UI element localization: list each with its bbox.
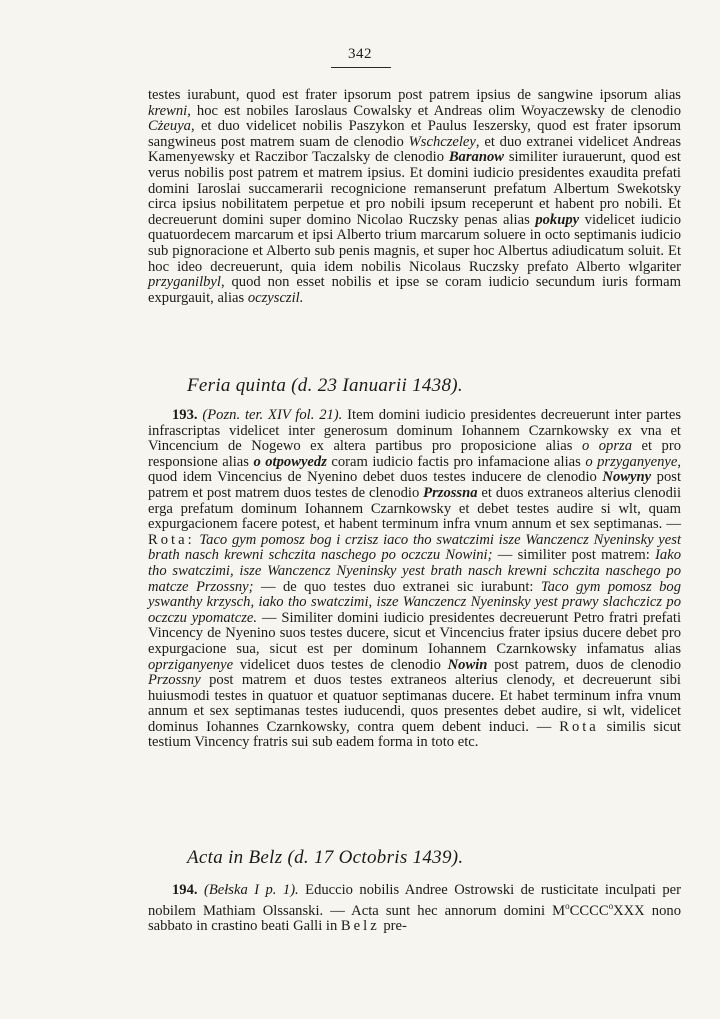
section-heading-feria-quinta: Feria quinta (d. 23 Ianuarii 1438).: [187, 375, 463, 396]
section-heading-acta-in-belz: Acta in Belz (d. 17 Octobris 1439).: [187, 847, 464, 868]
rota-label: Rota:: [148, 531, 195, 548]
rota-label: Rota: [559, 718, 599, 735]
entry-193: 193. (Pozn. ter. XIV fol. 21). Item domini iudicio presidentes decreuerunt inter partes infrascriptas videlicet inter generosum dominum Iohannem Czarnkowsky ex vna et Vincencium de Nogewo ex altera partibus pro proposicione alias o oprza et pro responsione alias o otpowyedz coram iudicio factis pro infamacione alias o przyganyenye, quod idem Vincencius de Nyenino debet duos testes inducere de clenodio Nowyny post patrem et post matrem duos testes de clenodio Przossna et duos extraneos alterius clenodii erga prefatum dominum Iohannem Czarnkowsky et debet testes audire si wlt, quam expurgacionem facere potest, et habent terminum infra vnum annum et sex septimanas. — Rota: Taco gym pomosz bog i crzisz iaco tho swatczimi isze Wanczencz Nyeninsky yest brath nasch krewni schczita naschego po oczczu Nowini; — similiter post matrem: Iako tho swatczimi, isze Wanczencz Nyeninsky yest brath nasch krewni schczita naschego po matcze Przossny; — de quo testes duo extranei sic iurabunt: Taco gym pomosz bog yswanthy krzysch, iako tho swatczimi, isze Wanczencz Nyeninsky yest prawy slachczicz po oczczu ypomatcze. — Similiter domini iudicio presidentes decreuerunt Petro fratri prefati Vincency de Nyenino suos testes ducere, sicut et Vincencius frater ipsius ducere debet pro expurgacione sua, sicut est per dominum Iohannem Czarnkowsky infamatus alias oprziganyenye videlicet duos testes de clenodio Nowin post patrem, duos de clenodio Przossny post matrem et duos testes extraneos alterius clenody, et decreuerunt sibi huiusmodi testes in quatuor et quatuor septimanas ducere. Et habet terminum infra vnum annum et sex septimanas testes iuducendi, quos presentes debet audire, si wlt, videlicet dominus Iohannes Czarnkowsky, contra quem debent induci. — Rota similis sicut testium Vincency fratris sui sub eadem forma in toto etc.: [148, 407, 681, 751]
entry-number: 194.: [172, 882, 198, 898]
paragraph-continuation: testes iurabunt, quod est frater ipsorum post patrem ipsius de sangwine ipsorum alias krewni, hoc est nobiles Iaroslaus Cowalsky et Andreas olim Woyaczewsky de clenodio Cżeuya, et duo videlicet nobilis Paszykon et Paulus Ieszersky, quod est frater ipsorum sangwineus post matrem suam de clenodio Wschczeley, et duo extranei videlicet Andreas Kamenyewsky et Raczibor Taczalsky de clenodio Baranow similiter iurauerunt, quod est verus nobilis post patrem et matrem ipsius. Et domini iudicio presidentes exaudita prefati domini Iaroslai succamerarii recognicione remanserunt prefatum Albertum Swekotsky circa ipsius nobilitatem perpetue et pro nobili ipsum receperunt et habent pro nobili. Et decreuerunt domini super domino Nicolao Ruczsky penas alias pokupy videlicet iudicio quatuordecem marcarum et ipsi Alberto trium marcarum soluere in octo septimanis iudicio sub pignoracione et Alberto sub penis magnis, et super hoc Albertus adiudicatum soluit. Et hoc ideo decreuerunt, quia idem nobilis Nicolaus Ruczsky prefato Alberto wlgariter przyganilbyl, quod non esset nobilis et ipse se coram iudicio secundum iuris formam expurgauit, alias oczysczil.: [148, 87, 682, 306]
page-number: 342: [348, 46, 372, 62]
entry-194: 194. (Bełska I p. 1). Educcio nobilis Andree Ostrowski de rusticitate inculpati per nobilem Mathiam Olssanski. — Acta sunt hec annorum domini $M^oCCCC^oXXX$ nono sabbato in crastino beati Galli in Belz pre-: [148, 882, 681, 935]
entry-source: (Bełska I p. 1).: [204, 882, 299, 898]
page-number-rule: [331, 67, 391, 68]
entry-source: (Pozn. ter. XIV fol. 21).: [202, 407, 343, 423]
entry-number: 193.: [172, 407, 198, 423]
